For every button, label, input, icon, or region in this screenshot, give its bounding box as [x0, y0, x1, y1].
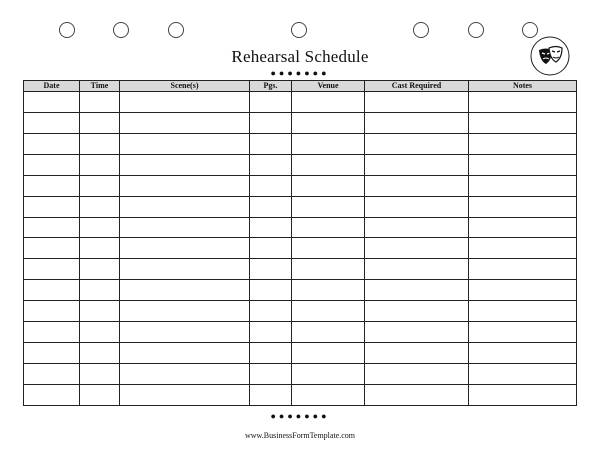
table-cell[interactable] [250, 196, 292, 217]
table-cell[interactable] [365, 112, 469, 133]
table-cell[interactable] [120, 363, 250, 384]
binder-hole-1 [59, 22, 75, 38]
table-cell[interactable] [120, 343, 250, 364]
table-row [24, 92, 577, 113]
table-cell[interactable] [24, 133, 80, 154]
table-cell[interactable] [80, 154, 120, 175]
table-cell[interactable] [469, 217, 577, 238]
table-cell[interactable] [250, 92, 292, 113]
table-cell[interactable] [469, 343, 577, 364]
table-row [24, 363, 577, 384]
table-cell[interactable] [250, 133, 292, 154]
table-cell[interactable] [250, 363, 292, 384]
table-cell[interactable] [120, 112, 250, 133]
table-cell[interactable] [292, 384, 365, 405]
table-cell[interactable] [365, 343, 469, 364]
table-cell[interactable] [469, 92, 577, 113]
page-title: Rehearsal Schedule [231, 47, 369, 66]
table-cell[interactable] [250, 343, 292, 364]
table-cell[interactable] [24, 196, 80, 217]
table-row [24, 154, 577, 175]
table-cell[interactable] [24, 238, 80, 259]
footer-dots: ●●●●●●● [270, 411, 330, 421]
table-cell[interactable] [292, 322, 365, 343]
table-cell[interactable] [80, 238, 120, 259]
table-row [24, 322, 577, 343]
table-cell[interactable] [292, 196, 365, 217]
table-cell[interactable] [365, 259, 469, 280]
table-cell[interactable] [292, 133, 365, 154]
theater-masks-icon [530, 36, 570, 76]
table-cell[interactable] [469, 363, 577, 384]
binder-hole-3 [168, 22, 184, 38]
table-cell[interactable] [80, 112, 120, 133]
table-cell[interactable] [292, 363, 365, 384]
table-row [24, 384, 577, 405]
table-cell[interactable] [120, 175, 250, 196]
table-cell[interactable] [365, 154, 469, 175]
table-cell[interactable] [120, 259, 250, 280]
binder-hole-6 [468, 22, 484, 38]
table-header-row [24, 81, 577, 92]
rehearsal-schedule-table [23, 80, 577, 406]
title-dots: ●●●●●●● [270, 68, 330, 78]
table-cell[interactable] [469, 196, 577, 217]
table-cell[interactable] [469, 301, 577, 322]
table-row [24, 196, 577, 217]
table-cell[interactable] [120, 322, 250, 343]
table-cell[interactable] [24, 343, 80, 364]
table-cell[interactable] [292, 217, 365, 238]
table-cell[interactable] [250, 280, 292, 301]
table-cell[interactable] [365, 322, 469, 343]
footer-website: www.BusinessFormTemplate.com [244, 431, 356, 440]
column-header-time: Time [80, 81, 120, 92]
table-cell[interactable] [24, 322, 80, 343]
table-cell[interactable] [250, 175, 292, 196]
table-row [24, 259, 577, 280]
table-row [24, 112, 577, 133]
table-cell[interactable] [469, 259, 577, 280]
table-cell[interactable] [365, 238, 469, 259]
table-cell[interactable] [469, 238, 577, 259]
table-cell[interactable] [120, 301, 250, 322]
table-cell[interactable] [469, 384, 577, 405]
column-header-pages: Pgs. [250, 81, 292, 92]
table-cell[interactable] [80, 217, 120, 238]
table-cell[interactable] [120, 384, 250, 405]
column-header-date: Date [24, 81, 80, 92]
table-row [24, 217, 577, 238]
table-cell[interactable] [24, 363, 80, 384]
table-cell[interactable] [120, 280, 250, 301]
table-cell[interactable] [292, 301, 365, 322]
table-cell[interactable] [365, 384, 469, 405]
table-cell[interactable] [24, 175, 80, 196]
table-cell[interactable] [80, 196, 120, 217]
table-cell[interactable] [292, 280, 365, 301]
table-cell[interactable] [292, 112, 365, 133]
table-row [24, 343, 577, 364]
table-cell[interactable] [292, 92, 365, 113]
table-cell[interactable] [24, 112, 80, 133]
binder-hole-5 [413, 22, 429, 38]
table-cell[interactable] [24, 301, 80, 322]
table-cell[interactable] [365, 196, 469, 217]
column-header-notes: Notes [469, 81, 577, 92]
table-cell[interactable] [469, 154, 577, 175]
table-row [24, 301, 577, 322]
table-cell[interactable] [24, 217, 80, 238]
table-cell[interactable] [292, 154, 365, 175]
table-cell[interactable] [120, 154, 250, 175]
table-cell[interactable] [120, 217, 250, 238]
binder-hole-2 [113, 22, 129, 38]
table-cell[interactable] [250, 112, 292, 133]
table-cell[interactable] [292, 175, 365, 196]
binder-hole-4 [291, 22, 307, 38]
table-cell[interactable] [469, 133, 577, 154]
table-cell[interactable] [250, 217, 292, 238]
table-cell[interactable] [365, 363, 469, 384]
table-cell[interactable] [80, 280, 120, 301]
table-cell[interactable] [250, 154, 292, 175]
table-cell[interactable] [469, 112, 577, 133]
table-cell[interactable] [469, 175, 577, 196]
table-cell[interactable] [120, 238, 250, 259]
table-cell[interactable] [80, 343, 120, 364]
table-cell[interactable] [365, 217, 469, 238]
table-cell[interactable] [365, 133, 469, 154]
column-header-cast-required: Cast Required [365, 81, 469, 92]
table-cell[interactable] [365, 175, 469, 196]
table-cell[interactable] [80, 363, 120, 384]
table-row [24, 175, 577, 196]
table-cell[interactable] [250, 384, 292, 405]
table-cell[interactable] [250, 301, 292, 322]
table-row [24, 238, 577, 259]
table-cell[interactable] [120, 92, 250, 113]
column-header-venue: Venue [292, 81, 365, 92]
table-cell[interactable] [469, 322, 577, 343]
table-cell[interactable] [24, 154, 80, 175]
table-cell[interactable] [80, 301, 120, 322]
table-cell[interactable] [250, 238, 292, 259]
table-row [24, 133, 577, 154]
table-cell[interactable] [292, 259, 365, 280]
table-cell[interactable] [292, 238, 365, 259]
table-cell[interactable] [24, 92, 80, 113]
table-cell[interactable] [120, 196, 250, 217]
table-cell[interactable] [292, 343, 365, 364]
table-cell[interactable] [80, 92, 120, 113]
table-body [24, 92, 577, 406]
table-cell[interactable] [80, 322, 120, 343]
table-cell[interactable] [24, 259, 80, 280]
table-cell[interactable] [365, 301, 469, 322]
table-row [24, 280, 577, 301]
table-cell[interactable] [365, 280, 469, 301]
table-cell[interactable] [365, 92, 469, 113]
table-cell[interactable] [120, 133, 250, 154]
table-cell[interactable] [80, 133, 120, 154]
table-cell[interactable] [80, 384, 120, 405]
table-cell[interactable] [80, 259, 120, 280]
table-cell[interactable] [469, 280, 577, 301]
column-header-scenes: Scene(s) [120, 81, 250, 92]
table-cell[interactable] [250, 322, 292, 343]
table-cell[interactable] [250, 259, 292, 280]
table-cell[interactable] [24, 280, 80, 301]
table-cell[interactable] [24, 384, 80, 405]
table-cell[interactable] [80, 175, 120, 196]
